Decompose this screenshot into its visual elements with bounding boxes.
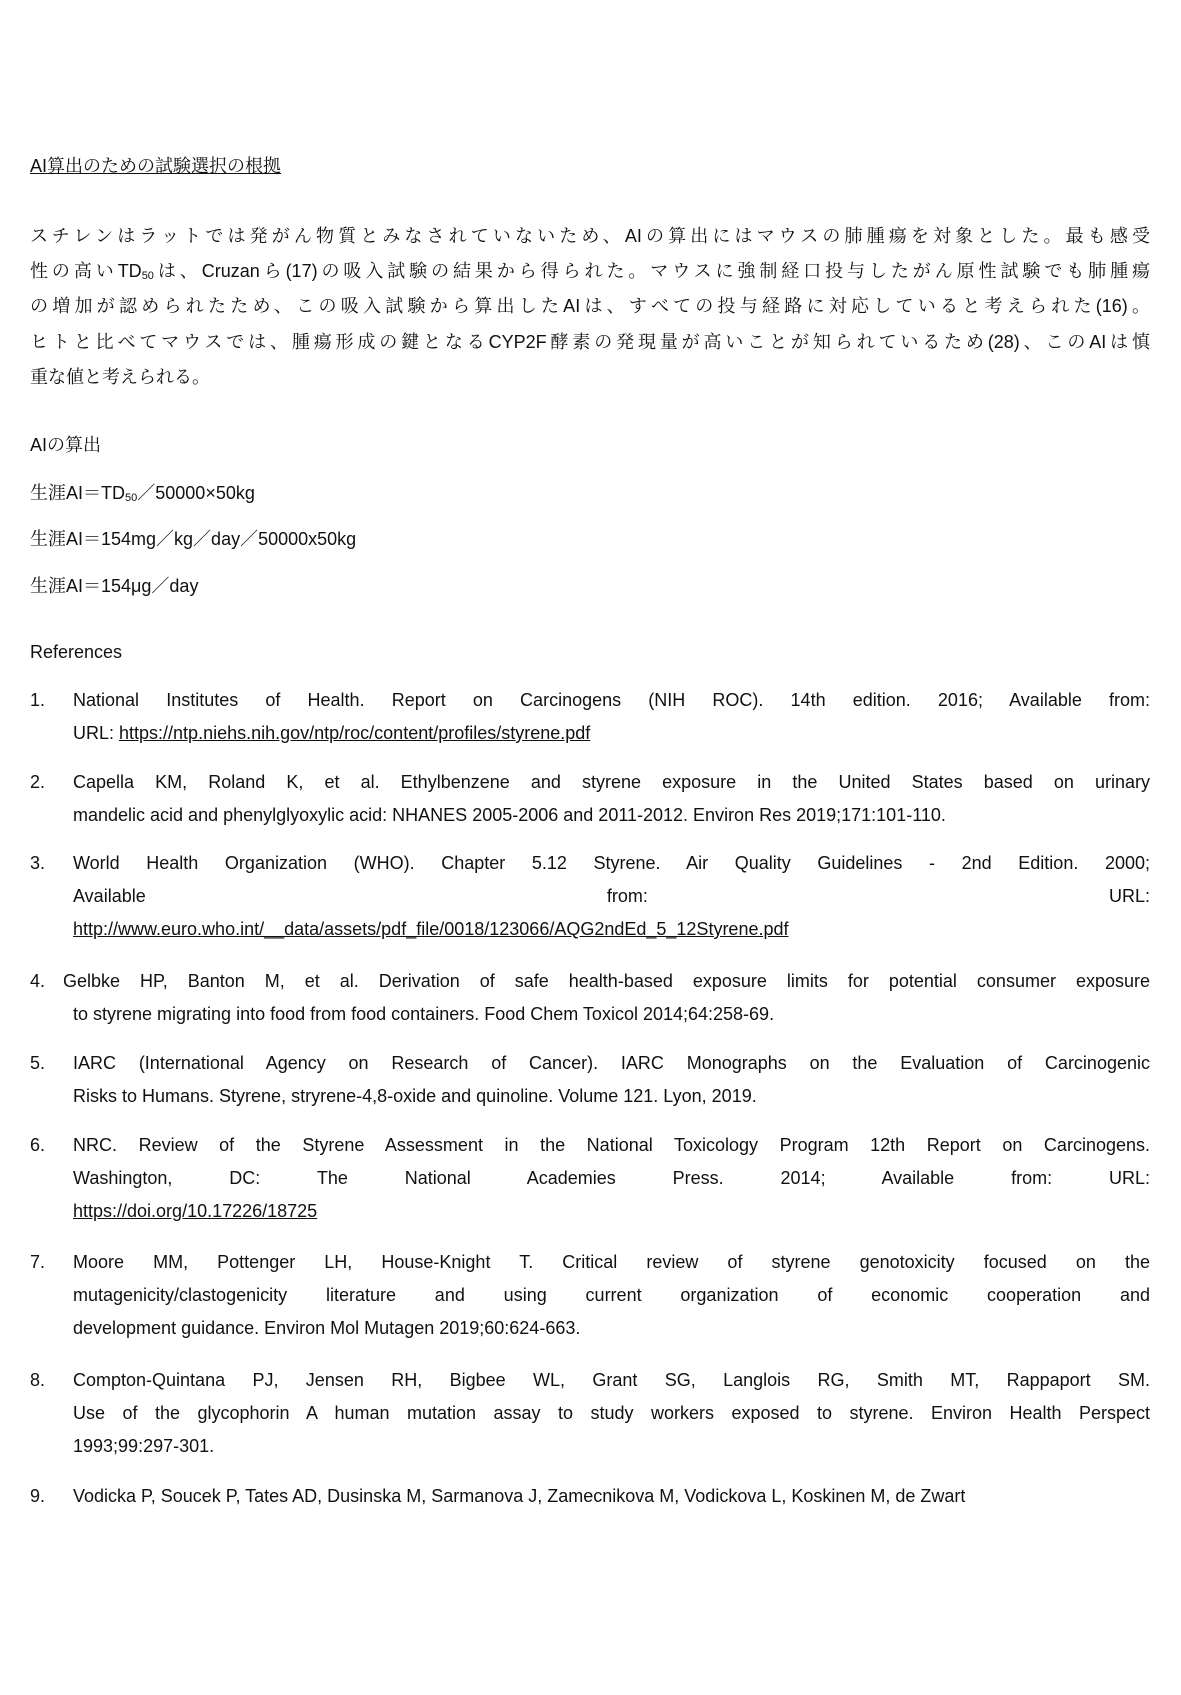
reference-line: mutagenicity/clastogenicity literature and using current organization of economic cooperation and — [73, 1285, 1150, 1305]
reference-line: Vodicka P, Soucek P, Tates AD, Dusinska M, Sarmanova J, Zamecnikova M, Vodickova L, Koskinen M, de Zwart — [73, 1486, 966, 1506]
reference-line: Available from: URL: — [73, 886, 1150, 906]
subscript: 50 — [125, 492, 138, 504]
paragraph-line: ヒトと比べてマウスでは、腫瘍形成の鍵となるCYP2F酵素の発現量が高いことが知られているため(28)、このAIは慎 — [30, 332, 1150, 352]
reference-url-line — [73, 919, 1150, 940]
text: 性の高い — [30, 261, 118, 281]
section-heading: AI算出のための試験選択の根拠 — [30, 156, 282, 176]
reference-url-line — [73, 723, 1150, 744]
reference-line: Risks to Humans. Styrene, stryrene-4,8-oxide and quinoline. Volume 121. Lyon, 2019. — [73, 1086, 757, 1106]
reference-line: World Health Organization (WHO). Chapter 5.12 Styrene. Air Quality Guidelines - 2nd Edition. 2000; — [73, 853, 1150, 873]
reference-line: to styrene migrating into food from food containers. Food Chem Toxicol 2014;64:258-69. — [73, 1004, 775, 1024]
reference-url-line — [73, 1201, 1150, 1222]
reference-line: 1993;99:297-301. — [73, 1436, 215, 1456]
paragraph-line: スチレンはラットでは発がん物質とみなされていないため、AIの算出にはマウスの肺腫瘍を対象とした。最も感受 — [30, 226, 1150, 246]
reference-link[interactable]: https://ntp.niehs.nih.gov/ntp/roc/content/profiles/styrene.pdf — [119, 723, 591, 743]
paragraph-line: 重な値と考えられる。 — [30, 367, 210, 387]
reference-number: 4. — [30, 971, 46, 991]
reference-line: NRC. Review of the Styrene Assessment in the National Toxicology Program 12th Report on Carcinogens. — [73, 1135, 1150, 1155]
formula-2: 生涯AI＝154mg／kg／day／50000x50kg — [30, 529, 357, 549]
formula-1 — [30, 479, 255, 505]
paragraph-line — [30, 257, 1150, 283]
reference-link[interactable]: http://www.euro.who.int/__data/assets/pdf_file/0018/123066/AQG2ndEd_5_12Styrene.pdf — [73, 919, 789, 939]
reference-number: 7. — [30, 1252, 46, 1272]
reference-line: development guidance. Environ Mol Mutagen 2019;60:624-663. — [73, 1318, 581, 1338]
formula-3: 生涯AI＝154μg／day — [30, 576, 199, 596]
reference-line: Compton-Quintana PJ, Jensen RH, Bigbee WL, Grant SG, Langlois RG, Smith MT, Rappaport SM. — [73, 1370, 1150, 1390]
subscript: 50 — [141, 270, 154, 282]
url-prefix: URL: — [73, 723, 120, 743]
reference-link[interactable]: https://doi.org/10.17226/18725 — [73, 1201, 318, 1221]
reference-line: Moore MM, Pottenger LH, House-Knight T. Critical review of styrene genotoxicity focused on the — [73, 1252, 1150, 1272]
text: TD — [117, 261, 142, 281]
reference-number: 5. — [30, 1053, 46, 1073]
paragraph-line: の増加が認められたため、この吸入試験から算出したAIは、すべての投与経路に対応していると考えられた(16)。 — [30, 296, 1150, 316]
text: ／50000×50kg — [137, 483, 255, 503]
reference-number: 1. — [30, 690, 46, 710]
calc-title: AIの算出 — [30, 435, 102, 455]
reference-number: 8. — [30, 1370, 46, 1390]
reference-line: Capella KM, Roland K, et al. Ethylbenzene and styrene exposure in the United States based on urinary — [73, 772, 1150, 792]
reference-line: National Institutes of Health. Report on Carcinogens (NIH ROC). 14th edition. 2016; Available from: — [73, 690, 1150, 710]
reference-line: Use of the glycophorin A human mutation assay to study workers exposed to styrene. Environ Health Perspect — [73, 1403, 1150, 1423]
reference-line: mandelic acid and phenylglyoxylic acid: NHANES 2005-2006 and 2011-2012. Environ Res 2019;171:101-110. — [73, 805, 946, 825]
reference-line: Washington, DC: The National Academies Press. 2014; Available from: URL: — [73, 1168, 1150, 1188]
references-title: References — [30, 642, 123, 662]
reference-number: 9. — [30, 1486, 46, 1506]
reference-number: 2. — [30, 772, 46, 792]
text: 生涯AI＝TD — [30, 483, 126, 503]
reference-number: 6. — [30, 1135, 46, 1155]
text: は、Cruzanら(17)の吸入試験の結果から得られた。マウスに強制経口投与したがん原性試験でも肺腫瘍 — [153, 261, 1150, 281]
reference-line: Gelbke HP, Banton M, et al. Derivation of safe health-based exposure limits for potential consumer exposure — [63, 971, 1150, 991]
reference-number: 3. — [30, 853, 46, 873]
reference-line: IARC (International Agency on Research of Cancer). IARC Monographs on the Evaluation of Carcinogenic — [73, 1053, 1150, 1073]
